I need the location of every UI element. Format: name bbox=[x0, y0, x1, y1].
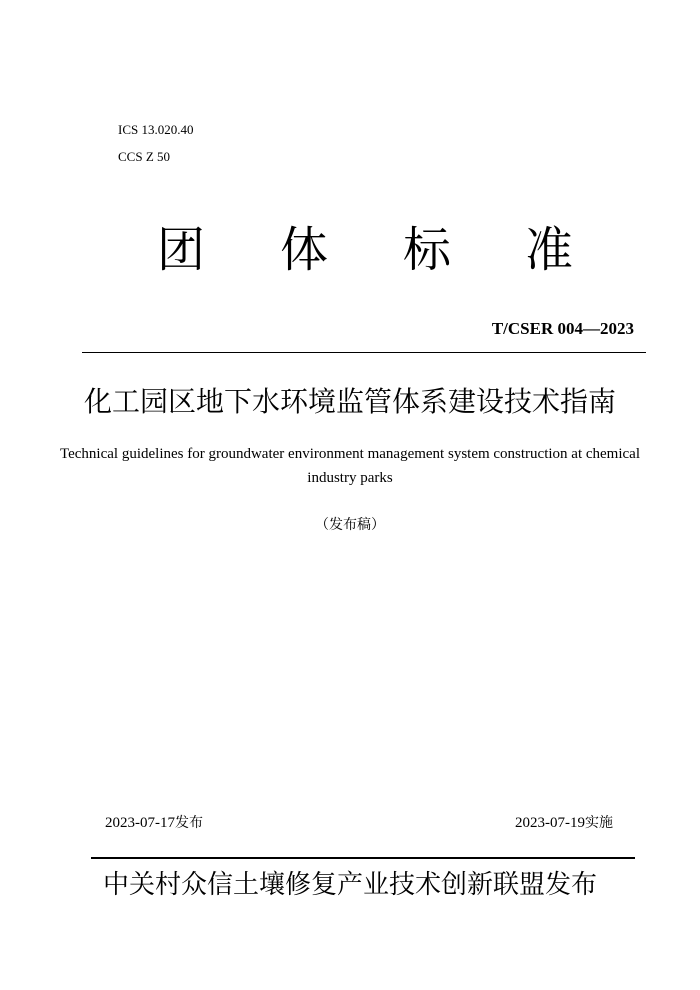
implement-date-value: 2023-07-19 bbox=[515, 815, 585, 831]
implement-date bbox=[515, 814, 613, 832]
implement-label: 实施 bbox=[585, 815, 613, 831]
ics-code: ICS 13.020.40 bbox=[118, 122, 194, 137]
issuer: 中关村众信土壤修复产业技术创新联盟发布 bbox=[102, 870, 597, 900]
ccs-code: CCS Z 50 bbox=[118, 149, 171, 164]
standard-type-char: 标 bbox=[402, 222, 451, 278]
publish-label: 发布 bbox=[175, 815, 203, 831]
standard-number: T/CSER 004—2023 bbox=[491, 319, 634, 338]
draft-status: （发布稿） bbox=[315, 517, 385, 533]
standard-type-char: 团 bbox=[156, 222, 205, 278]
top-divider bbox=[82, 352, 646, 353]
standard-type-heading bbox=[0, 222, 700, 278]
title-chinese: 化工园区地下水环境监管体系建设技术指南 bbox=[83, 385, 616, 418]
standard-type-char: 准 bbox=[524, 222, 573, 278]
publish-date bbox=[105, 814, 203, 832]
standard-type-char: 体 bbox=[279, 222, 328, 278]
title-english: Technical guidelines for groundwater environment management system construction at chemical industry parks bbox=[60, 446, 641, 486]
bottom-divider bbox=[91, 857, 635, 859]
publish-date-value: 2023-07-17 bbox=[105, 815, 175, 831]
